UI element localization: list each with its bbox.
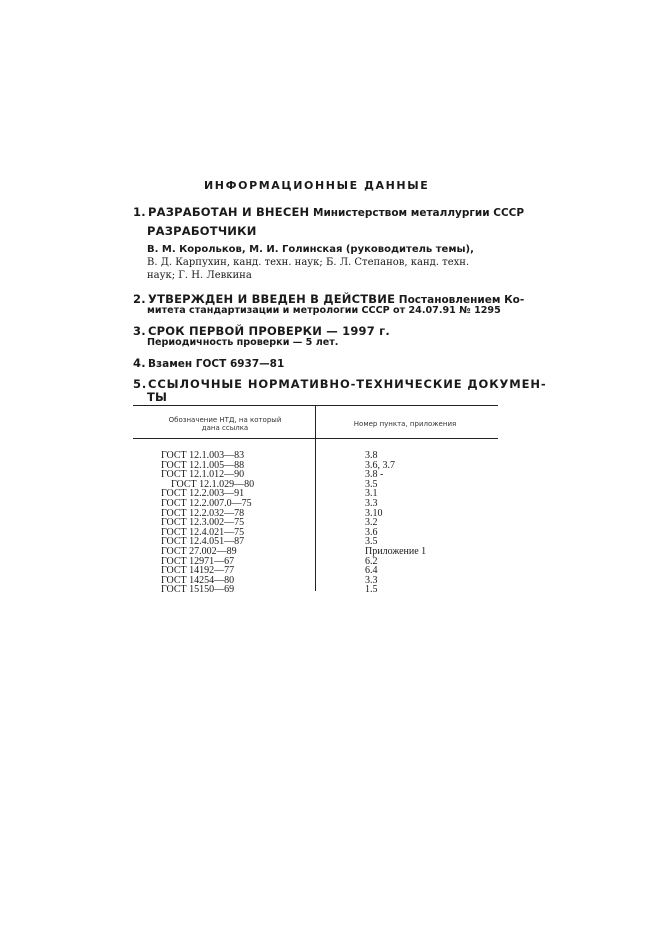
table-row-reference: 3.6, 3.7 (365, 459, 395, 471)
table-column-documents (161, 451, 254, 595)
table-row-document: ГОСТ 12.1.029—80 (171, 478, 255, 490)
developers-line-1: В. М. Корольков, М. И. Голинская (руководитель темы), (147, 244, 474, 255)
table-row-reference: 3.8 - (365, 469, 384, 481)
table-row-reference: 3.2 (365, 517, 378, 529)
table-row-document: ГОСТ 27.002—89 (161, 545, 237, 557)
section-5 (133, 377, 547, 391)
table-row-document: ГОСТ 15150—69 (161, 584, 235, 596)
table-row-document: ГОСТ 12.4.021—75 (161, 526, 245, 538)
section-3 (133, 324, 390, 338)
table-row-document: ГОСТ 14192—77 (161, 565, 235, 577)
table-row-document: ГОСТ 12.1.005—88 (161, 459, 245, 471)
table-row-reference: 3.8 (365, 450, 378, 461)
developers-line-2: В. Д. Карпухин, канд. техн. наук; Б. Л. Степанов, канд. техн. (147, 257, 470, 268)
table-column-references (365, 451, 426, 595)
table-row-document: ГОСТ 12971—67 (161, 555, 235, 567)
table-row-reference: 3.5 (365, 478, 378, 490)
section-5-number: 5. (133, 377, 148, 391)
table-row-document: ГОСТ 12.2.032—78 (161, 507, 245, 519)
section-4-text: Взамен ГОСТ 6937—81 (148, 358, 285, 370)
table-row-document: ГОСТ 12.2.003—91 (161, 488, 245, 500)
section-4-number: 4. (133, 356, 146, 370)
table-row-document: ГОСТ 12.2.007.0—75 (161, 497, 252, 509)
section-5-line-2: ТЫ (147, 390, 168, 404)
section-1-text: Министерством металлургии СССР (309, 207, 525, 219)
developers-list (147, 243, 474, 282)
table-header-col1 (150, 416, 300, 432)
table-row-document: ГОСТ 12.1.012—90 (161, 469, 245, 481)
table-row-reference: 6.4 (365, 565, 378, 577)
section-3-heading: СРОК ПЕРВОЙ ПРОВЕРКИ — 1997 г. (148, 324, 390, 338)
table-header-col1-line-1: Обозначение НТД, на который (168, 416, 282, 424)
section-3-line-2: Периодичность проверки — 5 лет. (147, 337, 339, 348)
table-row-document: ГОСТ 12.1.003—83 (161, 450, 245, 461)
table-row-reference: Приложение 1 (365, 545, 427, 557)
section-2-heading: УТВЕРЖДЕН И ВВЕДЕН В ДЕЙСТВИЕ (148, 292, 396, 306)
section-2-line-2: митета стандартизации и метрологии СССР от 24.07.91 № 1295 (147, 305, 501, 316)
section-1-heading: РАЗРАБОТАН И ВНЕСЕН (148, 205, 310, 219)
section-3-number: 3. (133, 324, 146, 338)
table-row-reference: 3.10 (365, 507, 383, 519)
developers-heading: РАЗРАБОТЧИКИ (147, 224, 257, 238)
section-1 (133, 205, 524, 219)
table-header-col2: Номер пункта, приложения (353, 420, 457, 428)
table-row-reference: 3.5 (365, 536, 378, 548)
table-row-reference: 3.3 (365, 497, 378, 509)
table-row-reference: 3.3 (365, 574, 378, 586)
section-2 (133, 292, 524, 306)
table-row-reference: 6.2 (365, 555, 378, 567)
table-row-document: ГОСТ 14254—80 (161, 574, 235, 586)
section-2-text: Постановлением Ко- (395, 294, 525, 306)
section-5-heading: ССЫЛОЧНЫЕ НОРМАТИВНО-ТЕХНИЧЕСКИЕ ДОКУМЕН- (148, 377, 547, 391)
developers-line-3: наук; Г. Н. Левкина (147, 270, 252, 281)
table-row-reference: 3.6 (365, 526, 378, 538)
section-4 (133, 356, 284, 370)
document-title: ИНФОРМАЦИОННЫЕ ДАННЫЕ (204, 179, 430, 192)
section-2-number: 2. (133, 292, 146, 306)
table-row-reference: 3.1 (365, 488, 378, 500)
table-row-reference: 1.5 (365, 584, 378, 596)
table-row-document: ГОСТ 12.3.002—75 (161, 517, 245, 529)
section-1-number: 1. (133, 205, 146, 219)
table-header-rule (133, 438, 498, 439)
table-row-document: ГОСТ 12.4.051—87 (161, 536, 245, 548)
table-header-col1-line-2: дана ссылка (201, 424, 249, 432)
table-column-divider (315, 405, 316, 591)
